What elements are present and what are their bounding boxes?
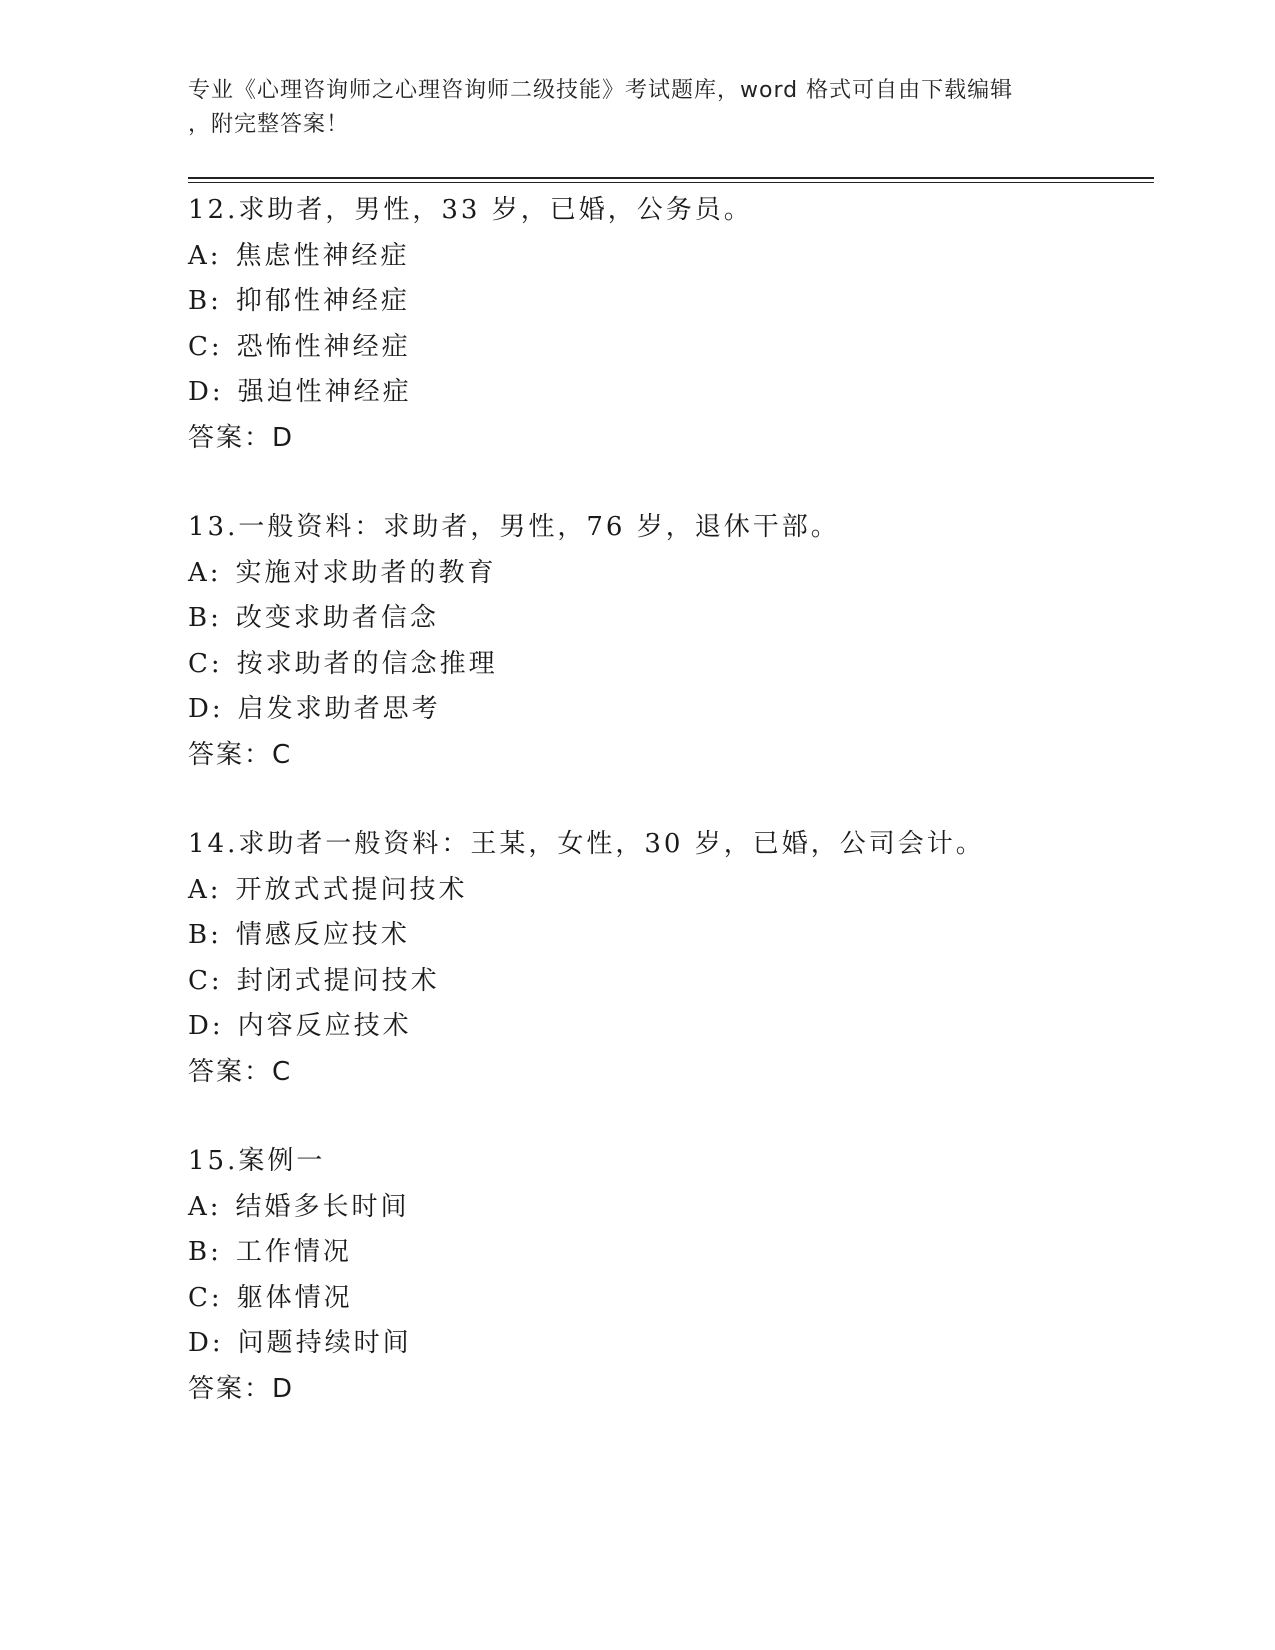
option-key: C: (188, 331, 223, 362)
option-b (188, 279, 1154, 325)
option-text: 启发求助者思考 (237, 694, 441, 724)
question-14 (188, 822, 1154, 1095)
question-12 (188, 188, 1154, 461)
header-line-1: 专业《心理咨询师之心理咨询师二级技能》考试题库，word 格式可自由下载编辑 (188, 78, 1014, 103)
option-c (188, 1276, 1154, 1322)
question-15 (188, 1139, 1154, 1412)
answer-line (188, 733, 1154, 779)
answer-value: C (272, 1056, 293, 1087)
option-key: C: (188, 1282, 223, 1313)
question-stem (188, 1139, 1154, 1185)
option-text: 封闭式提问技术 (236, 965, 440, 996)
answer-value: D (272, 422, 295, 453)
option-key: C: (188, 648, 223, 679)
option-c (188, 325, 1154, 371)
answer-value: C (272, 739, 293, 770)
answer-line (188, 1367, 1154, 1413)
question-stem (188, 822, 1154, 868)
answer-label: 答案： (188, 1373, 273, 1404)
option-key: B: (188, 1237, 222, 1267)
option-text: 躯体情况 (236, 1282, 353, 1313)
option-key: A: (188, 874, 222, 905)
option-key: A: (188, 1191, 222, 1222)
option-text: 恐怖性神经症 (236, 331, 411, 362)
option-key: D: (188, 1328, 224, 1358)
option-key: B: (188, 603, 222, 633)
question-number: 12. (188, 195, 239, 225)
option-text: 按求助者的信念推理 (236, 648, 498, 679)
option-b (188, 1230, 1154, 1276)
option-text: 抑郁性神经症 (235, 286, 410, 316)
option-b (188, 913, 1154, 959)
answer-label: 答案： (188, 739, 273, 770)
option-key: B: (188, 286, 222, 316)
document-header (188, 74, 1088, 142)
option-a (188, 551, 1154, 597)
option-c (188, 642, 1154, 688)
option-key: D: (188, 377, 224, 407)
option-key: D: (188, 694, 224, 724)
option-key: B: (188, 920, 222, 950)
question-number: 15. (188, 1146, 239, 1176)
header-divider-thick (188, 177, 1154, 179)
option-text: 焦虑性神经症 (235, 240, 410, 271)
option-text: 问题持续时间 (237, 1328, 412, 1358)
option-text: 工作情况 (235, 1237, 352, 1267)
question-list (188, 188, 1154, 1456)
option-text: 结婚多长时间 (235, 1191, 410, 1222)
option-text: 情感反应技术 (235, 920, 410, 950)
question-text: 求助者一般资料：王某，女性，30 岁，已婚，公司会计。 (238, 829, 985, 859)
option-a (188, 234, 1154, 280)
option-b (188, 596, 1154, 642)
option-d (188, 687, 1154, 733)
option-c (188, 959, 1154, 1005)
option-a (188, 868, 1154, 914)
question-text: 案例一 (238, 1146, 326, 1176)
question-13 (188, 505, 1154, 778)
answer-label: 答案： (188, 1056, 273, 1087)
header-line-2: ，附完整答案！ (188, 112, 350, 137)
option-text: 改变求助者信念 (235, 603, 439, 633)
option-key: C: (188, 965, 223, 996)
option-d (188, 370, 1154, 416)
question-number: 13. (188, 512, 239, 542)
answer-line (188, 1050, 1154, 1096)
option-key: A: (188, 557, 222, 588)
question-number: 14. (188, 829, 239, 859)
answer-label: 答案： (188, 422, 273, 453)
option-a (188, 1185, 1154, 1231)
option-text: 强迫性神经症 (237, 377, 412, 407)
option-text: 内容反应技术 (237, 1011, 412, 1041)
option-d (188, 1004, 1154, 1050)
header-divider-thin (188, 182, 1154, 183)
option-text: 实施对求助者的教育 (235, 557, 497, 588)
answer-value: D (272, 1373, 295, 1404)
option-d (188, 1321, 1154, 1367)
option-key: D: (188, 1011, 224, 1041)
option-text: 开放式式提问技术 (235, 874, 468, 905)
question-stem (188, 505, 1154, 551)
answer-line (188, 416, 1154, 462)
question-text: 一般资料：求助者，男性，76 岁，退休干部。 (238, 512, 840, 542)
question-stem (188, 188, 1154, 234)
question-text: 求助者，男性，33 岁，已婚，公务员。 (238, 195, 753, 225)
option-key: A: (188, 240, 222, 271)
